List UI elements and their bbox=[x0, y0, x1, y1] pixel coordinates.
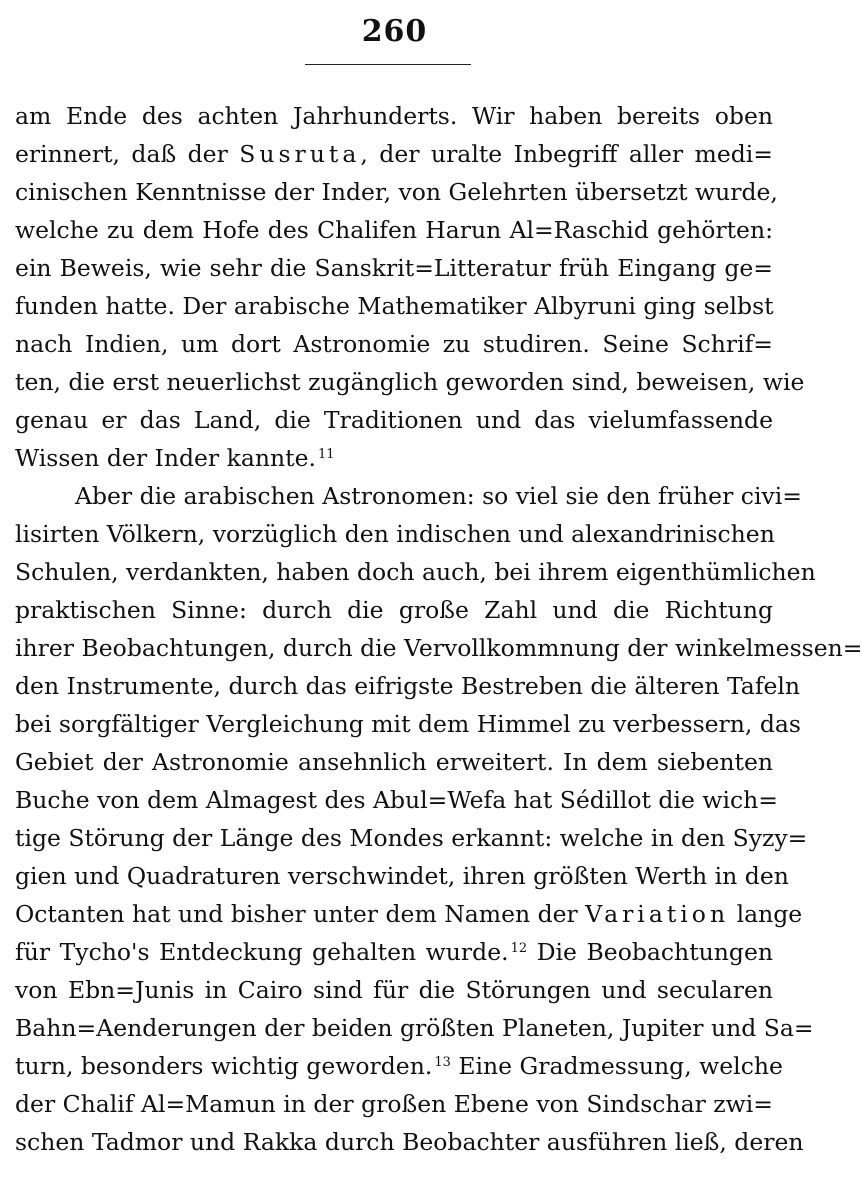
text-fragment: Octanten hat und bisher unter dem Namen der bbox=[15, 900, 578, 928]
text-line: schen Tadmor und Rakka durch Beobachter ausführen ließ, deren bbox=[15, 1128, 804, 1156]
text-fragment: Wissen der Inder kannte. bbox=[15, 444, 316, 472]
text-line: Gebiet der Astronomie ansehnlich erweitert. In dem siebenten bbox=[15, 748, 773, 776]
text-fragment: turn, besonders wichtig geworden. bbox=[15, 1052, 433, 1080]
text-line: den Instrumente, durch das eifrigste Bestreben die älteren Tafeln bbox=[15, 672, 801, 700]
text-line: der Chalif Al=Mamun in der großen Ebene von Sindschar zwi= bbox=[15, 1090, 773, 1118]
footnote-marker: 13 bbox=[434, 1055, 451, 1070]
text-line: funden hatte. Der arabische Mathematiker Albyruni ging selbst bbox=[15, 292, 774, 320]
header-rule bbox=[305, 64, 471, 65]
text-line: welche zu dem Hofe des Chalifen Harun Al=Raschid gehörten: bbox=[15, 216, 773, 244]
text-line: Aber die arabischen Astronomen: so viel sie den früher civi= bbox=[75, 482, 802, 510]
footnote-marker: 12 bbox=[510, 941, 528, 956]
text-fragment: erinnert, daß der bbox=[15, 140, 228, 168]
text-line: gien und Quadraturen verschwindet, ihren größten Werth in den bbox=[15, 862, 789, 890]
text-line: Bahn=Aenderungen der beiden größten Planeten, Jupiter und Sa= bbox=[15, 1014, 814, 1042]
text-fragment: für Tycho's Entdeckung gehalten wurde. bbox=[15, 938, 509, 966]
text-line: ein Beweis, wie sehr die Sanskrit=Litteratur früh Eingang ge= bbox=[15, 254, 773, 282]
page-number: 260 bbox=[361, 14, 428, 49]
text-line: von Ebn=Junis in Cairo sind für die Störungen und secularen bbox=[15, 976, 773, 1004]
text-line: cinischen Kenntnisse der Inder, von Gelehrten übersetzt wurde, bbox=[15, 178, 778, 206]
text-line: nach Indien, um dort Astronomie zu studiren. Seine Schrif= bbox=[15, 330, 773, 358]
text-fragment: , der uralte Inbegriff aller medi= bbox=[360, 140, 773, 168]
text-fragment: Eine Gradmessung, welche bbox=[458, 1052, 783, 1080]
text-line bbox=[15, 933, 773, 971]
footnote-marker: 11 bbox=[317, 447, 335, 462]
text-line: bei sorgfältiger Vergleichung mit dem Himmel zu verbessern, das bbox=[15, 710, 801, 738]
text-line: ten, die erst neuerlichst zugänglich geworden sind, beweisen, wie bbox=[15, 368, 805, 396]
text-line: genau er das Land, die Traditionen und das vielumfassende bbox=[15, 406, 773, 434]
text-line: ihrer Beobachtungen, durch die Vervollkommnung der winkelmessen= bbox=[15, 634, 862, 662]
text-line bbox=[15, 439, 773, 477]
emphasized-word: Variation bbox=[585, 900, 730, 928]
text-line: lisirten Völkern, vorzüglich den indischen und alexandrinischen bbox=[15, 520, 775, 548]
text-fragment: Die Beobachtungen bbox=[536, 938, 773, 966]
text-fragment: lange bbox=[736, 900, 803, 928]
text-line bbox=[15, 895, 803, 933]
text-line: Schulen, verdankten, haben doch auch, bei ihrem eigenthümlichen bbox=[15, 558, 816, 586]
text-line bbox=[15, 135, 773, 173]
text-line: tige Störung der Länge des Mondes erkannt: welche in den Syzy= bbox=[15, 824, 808, 852]
text-line bbox=[15, 1047, 783, 1085]
text-line: Buche von dem Almagest des Abul=Wefa hat Sédillot die wich= bbox=[15, 786, 778, 814]
text-line: praktischen Sinne: durch die große Zahl und die Richtung bbox=[15, 596, 773, 624]
text-line: am Ende des achten Jahrhunderts. Wir haben bereits oben bbox=[15, 102, 773, 130]
emphasized-word: Susruta bbox=[239, 140, 361, 168]
body-text bbox=[15, 97, 862, 1161]
